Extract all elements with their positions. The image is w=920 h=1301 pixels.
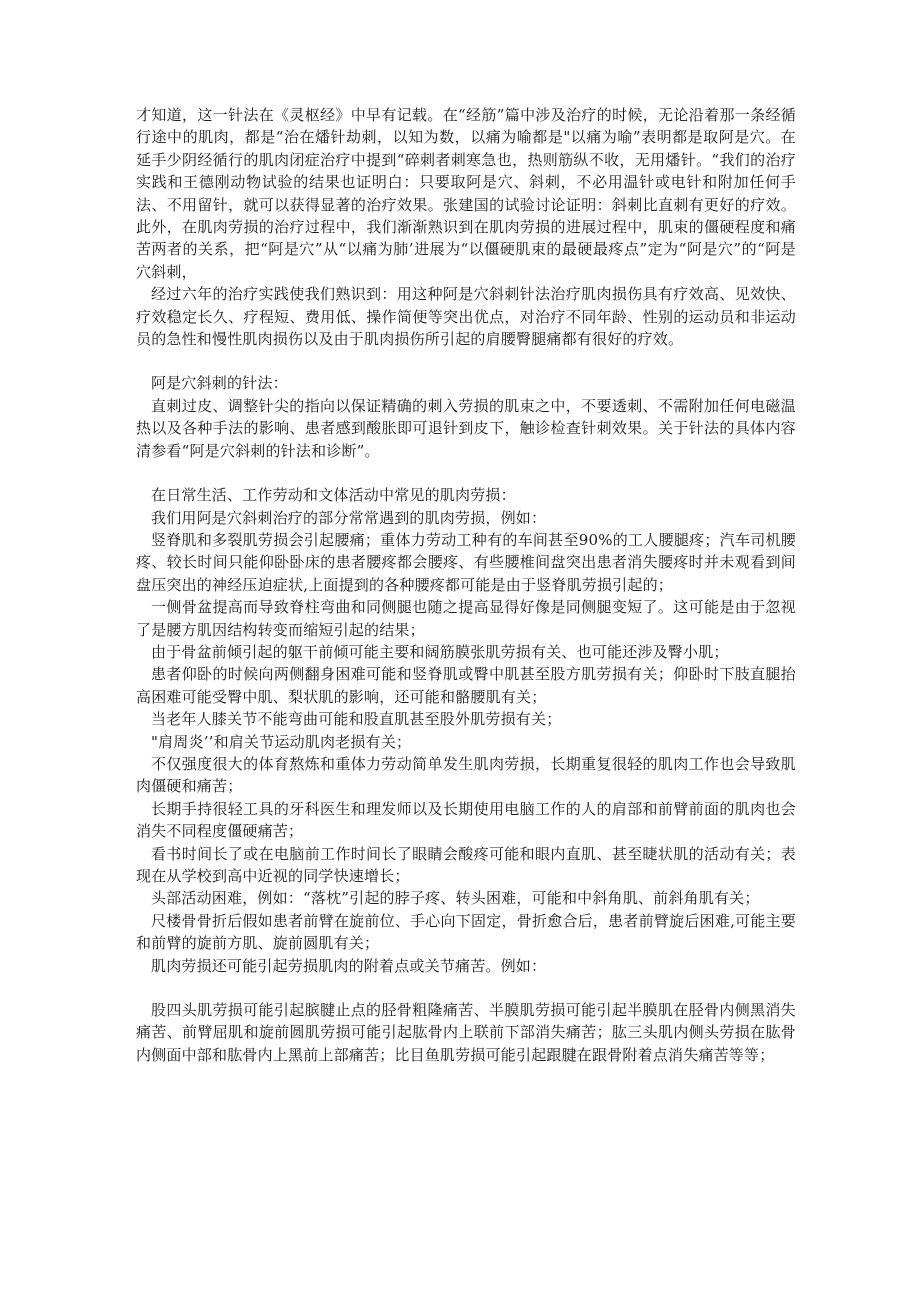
paragraph-gap bbox=[136, 350, 796, 372]
paragraph-supine-turning: 患者仰卧的时候向两侧翻身困难可能和竖脊肌或臀中肌甚至股方肌劳损有关；仰卧时下肢直腿抬高困难可能受臀中肌、梨状肌的影响，还可能和骼腰肌有关； bbox=[136, 665, 796, 706]
paragraph-attachment-pain: 肌肉劳损还可能引起劳损肌肉的附着点或关节痛苦。例如： bbox=[151, 956, 547, 975]
paragraph-attachment-examples: 股四头肌劳损可能引起膑腱止点的胫骨粗隆痛苦、半膜肌劳损可能引起半膜肌在胫骨内侧黑消失痛苦、前臂屈肌和旋前圆肌劳损可能引起肱骨内上联前下部消失痛苦；肱三头肌内侧头劳损在肱骨内侧面中部和肱骨内上黑前上部痛苦；比目鱼肌劳损可能引起跟腱在跟骨附着点消失痛苦等等； bbox=[136, 1001, 796, 1064]
paragraph-pelvis-tilt: 由于骨盆前倾引起的躯干前倾可能主要和阔筋膜张肌劳损有关、也可能还涉及臀小肌； bbox=[151, 642, 729, 661]
paragraph-examples-intro: 我们用阿是穴斜刺治疗的部分常常遇到的肌肉劳损，例如： bbox=[151, 508, 547, 527]
paragraph-frozen-shoulder: "肩周炎’’和肩关节运动肌肉老损有关； bbox=[151, 732, 412, 751]
paragraph-forearm-fracture: 尺楼骨骨折后假如患者前臂在旋前位、手心向下固定，骨折愈合后，患者前臂旋后困难,可能主要和前臂的旋前方肌、旋前圆肌有关； bbox=[136, 911, 796, 953]
paragraph-intro-history: 才知道，这一针法在《灵枢经》中早有记载。在“经筋”篇中涉及治疗的时候，无论沿着那一条经循行途中的肌肉，都是“治在燔针劫刺，以知为数，以痛为喻都是"以痛为喻”表明都是取阿是穴。在延手少阴经循行的肌肉闭症治疗中提到“碎刺者刺寒急也，热则筋纵不收，无用燔针。“我们的治疗实践和王德刚动物试验的结果也证明白：只要取阿是穴、斜刺，不必用温针或电针和附加任何手法、不用留针，就可以获得显著的治疗效果。张建国的试验讨论证明：斜刺比直刺有更好的疗效。此外，在肌肉劳损的治疗过程中，我们渐渐熟识到在肌肉劳损的进展过程中，肌束的僵硬程度和痛苦两者的关系，把“阿是穴”从“以痛为肺’进展为“以僵硬肌束的最硬最疼点”定为“阿是穴”的“阿是穴斜刺， bbox=[136, 106, 796, 281]
paragraph-dentists-barbers: 长期手持很轻工具的牙科医生和理发师以及长期使用电脑工作的人的肩部和前臂前面的肌肉也会消失不同程度僵硬痛苦； bbox=[136, 799, 796, 841]
paragraph-gap bbox=[136, 977, 796, 999]
paragraph-stiff-neck: 头部活动困难，例如：“落枕”引起的脖子疼、转头困难，可能和中斜角肌、前斜角肌有关； bbox=[151, 889, 760, 908]
paragraph-eye-strain: 看书时间长了或在电脑前工作时间长了眼睛会酸疼可能和眼内直肌、甚至睫状肌的活动有关；表现在从学校到高中近视的同学快速增长； bbox=[136, 844, 796, 885]
paragraph-needling-method: 直刺过皮、调整针尖的指向以保证精确的刺入劳损的肌束之中，不要透刺、不需附加任何电磁温热以及各种手法的影响、患者感到酸胀即可退针到皮下，触诊检查针刺效果。关于针法的具体内容清参看“阿是穴斜刺的针法和诊断”。 bbox=[136, 396, 796, 460]
section-heading-common-strain: 在日常生活、工作劳动和文体活动中常见的肌肉劳损： bbox=[151, 486, 516, 505]
paragraph-six-years-practice: 经过六年的治疗实践使我们熟识到：用这种阿是穴斜刺针法治疗肌肉损伤具有疗效高、见效快、疗效稳定长久、疗程短、费用低、操作简便等突出优点，对治疗不同年龄、性别的运动员和非运动员的急性和慢性肌肉损伤以及由于肌肉损伤所引起的肩腰臀腿痛都有很好的疗效。 bbox=[136, 285, 796, 349]
document-body bbox=[136, 104, 796, 1066]
paragraph-lumbar-pain: 竖脊肌和多裂肌劳损会引起腰痛；重体力劳动工种有的车间甚至90%的工人腰腿疼；汽车司机腰疼、较长时间只能仰卧卧床的患者腰疼都会腰疼、有些腰椎间盘突出患者消失腰疼时并未观看到间盘压突出的神经压迫症状,上面提到的各种腰疼都可能是由于竖脊肌劳损引起的； bbox=[136, 530, 796, 594]
paragraph-pelvis-elevation: 一侧骨盆提高而导致脊柱弯曲和同侧腿也随之提高显得好像是同侧腿变短了。这可能是由于忽视了是腰方肌因结构转变而缩短引起的结果； bbox=[136, 598, 796, 639]
paragraph-gap bbox=[136, 462, 796, 484]
paragraph-light-repetitive-work: 不仅强度很大的体育熬炼和重体力劳动简单发生肌肉劳损，长期重复很轻的肌肉工作也会导致肌肉僵硬和痛苦； bbox=[136, 754, 796, 796]
paragraph-knee-flexion: 当老年人膝关节不能弯曲可能和股直肌甚至股外肌劳损有关； bbox=[151, 710, 562, 729]
section-heading-needling-method: 阿是穴斜刺的针法： bbox=[151, 374, 288, 393]
